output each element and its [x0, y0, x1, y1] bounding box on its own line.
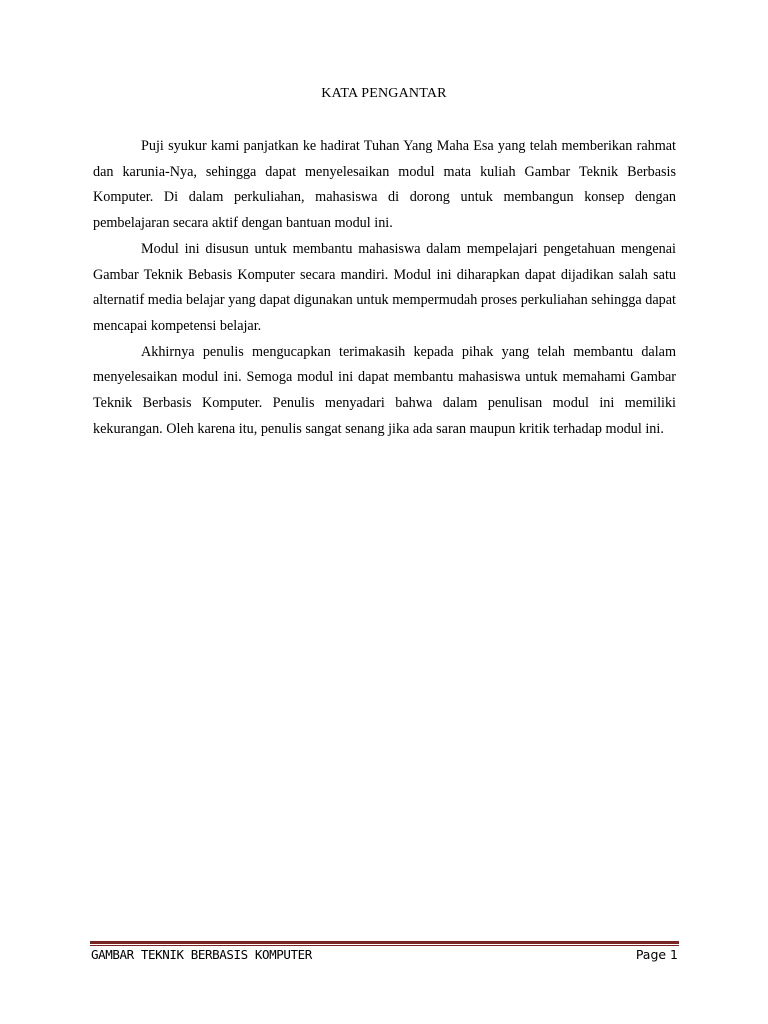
paragraph-1: Puji syukur kami panjatkan ke hadirat Tuhan Yang Maha Esa yang telah memberikan rahmat dan karunia-Nya, sehingga dapat menyelesaikan modul mata kuliah Gambar Teknik Berbasis Komputer. Di dalam perkuliahan, mahasiswa di dorong untuk membangun konsep dengan pembelajaran secara aktif dengan bantuan modul ini.: [93, 138, 676, 232]
footer-title: GAMBAR TEKNIK BERBASIS KOMPUTER: [91, 947, 312, 962]
paragraph-3: Akhirnya penulis mengucapkan terimakasih kepada pihak yang telah membantu dalam menyelesaikan modul ini. Semoga modul ini dapat membantu mahasiswa untuk memahami Gambar Teknik Berbasis Komputer. Penulis menyadari bahwa dalam penulisan modul ini memiliki kekurangan. Oleh karena itu, penulis sangat senang jika ada saran maupun kritik terhadap modul ini.: [93, 343, 676, 437]
footer-divider-thick: [90, 941, 679, 944]
paragraph-2: Modul ini disusun untuk membantu mahasiswa dalam mempelajari pengetahuan mengenai Gambar Teknik Bebasis Komputer secara mandiri. Modul ini diharapkan dapat dijadikan salah satu alternatif media belajar yang dapat digunakan untuk mempermudah proses perkuliahan sehingga dapat mencapai kompetensi belajar.: [93, 240, 676, 334]
page-number: Page 1: [635, 947, 678, 962]
page-title: KATA PENGANTAR: [321, 86, 447, 101]
footer-divider-thin: [90, 945, 679, 946]
document-body: [93, 134, 676, 442]
